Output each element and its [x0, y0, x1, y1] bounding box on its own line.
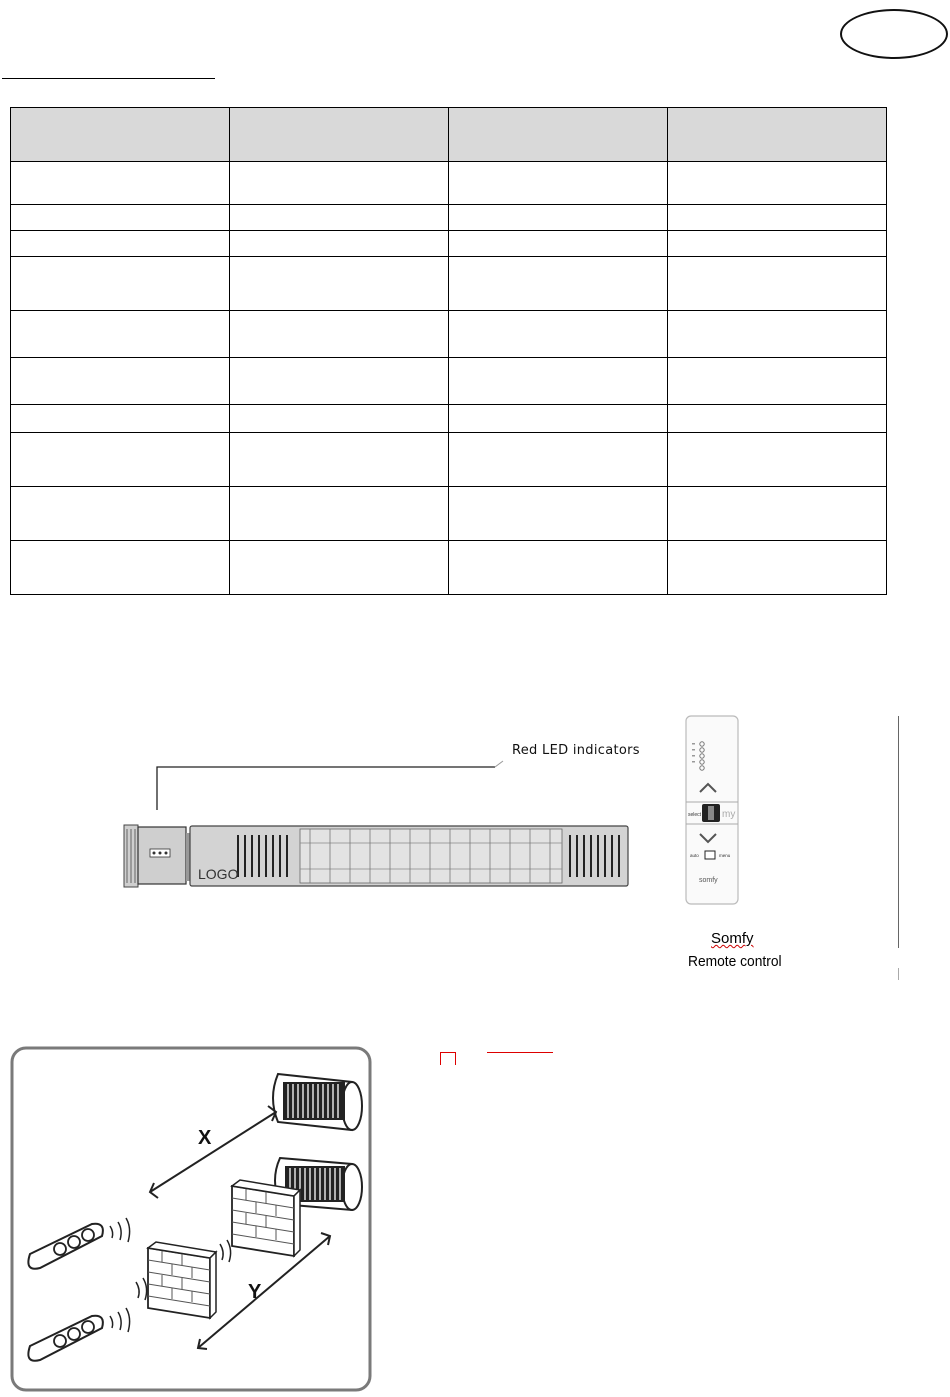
table-cell [449, 162, 668, 205]
table-header-cell [230, 108, 449, 162]
remote-my-label: my [722, 809, 736, 820]
table-cell [668, 257, 887, 311]
table-cell [11, 231, 230, 257]
somfy-remote-illustration [680, 712, 744, 908]
table-cell [230, 541, 449, 595]
red-annotation-line [487, 1052, 553, 1053]
table-cell [230, 162, 449, 205]
table-cell [449, 405, 668, 433]
table-row [11, 205, 887, 231]
table-cell [449, 487, 668, 541]
table-cell [449, 205, 668, 231]
table-cell [449, 541, 668, 595]
led-indicator [165, 852, 168, 855]
brick-wall-back [232, 1180, 300, 1256]
remote-auto-label: auto [690, 853, 699, 858]
led-indicator [153, 852, 156, 855]
table-cell [668, 405, 887, 433]
table-cell [668, 311, 887, 358]
table-cell [11, 162, 230, 205]
table-row [11, 231, 887, 257]
table-cell [11, 257, 230, 311]
table-cell [230, 311, 449, 358]
distance-label-y: Y [248, 1281, 262, 1303]
table-cell [449, 231, 668, 257]
table-row [11, 433, 887, 487]
table-row [11, 257, 887, 311]
page-number-badge [840, 9, 948, 59]
vertical-divider [898, 716, 899, 948]
remote-logo: somfy [699, 877, 718, 884]
table-cell [11, 311, 230, 358]
table-cell [668, 231, 887, 257]
table-cell [449, 311, 668, 358]
table-cell [668, 433, 887, 487]
table-cell [230, 205, 449, 231]
table-cell [668, 487, 887, 541]
heater-unit-top [273, 1074, 362, 1130]
specification-table [10, 107, 887, 595]
vertical-divider-tick [898, 968, 899, 980]
table-row [11, 541, 887, 595]
table-row [11, 405, 887, 433]
table-cell [11, 405, 230, 433]
table-cell [230, 487, 449, 541]
table-cell [668, 358, 887, 405]
table-header-cell [11, 108, 230, 162]
brick-wall-front [148, 1242, 216, 1318]
table-row [11, 358, 887, 405]
red-led-indicators-label: Red LED indicators [512, 743, 640, 758]
remote-range-diagram [10, 1046, 372, 1394]
table-cell [11, 541, 230, 595]
led-indicator [159, 852, 162, 855]
table-cell [668, 541, 887, 595]
table-row [11, 162, 887, 205]
table-cell [449, 257, 668, 311]
table-row [11, 311, 887, 358]
red-annotation-mark [440, 1052, 456, 1065]
remote-control-caption: Remote control [688, 953, 782, 970]
table-cell [449, 433, 668, 487]
table-cell [449, 358, 668, 405]
table-cell [668, 205, 887, 231]
table-cell [230, 358, 449, 405]
distance-label-x: X [198, 1127, 212, 1149]
remote-menu-label: menu [719, 853, 731, 858]
callout-line [157, 767, 495, 810]
section-heading-underline [2, 78, 215, 79]
table-cell [11, 358, 230, 405]
table-cell [230, 405, 449, 433]
heating-element [300, 829, 562, 883]
heater-logo: LOGO [198, 866, 239, 882]
table-cell [668, 162, 887, 205]
table-header-row [11, 108, 887, 162]
table-cell [230, 231, 449, 257]
table-cell [230, 433, 449, 487]
remote-mode-switch [705, 851, 715, 859]
remote-select-label: select [688, 812, 702, 818]
table-row [11, 487, 887, 541]
table-cell [11, 487, 230, 541]
somfy-label: Somfy [711, 930, 754, 947]
table-cell [11, 205, 230, 231]
table-header-cell [449, 108, 668, 162]
table-cell [230, 257, 449, 311]
table-header-cell [668, 108, 887, 162]
table-cell [11, 433, 230, 487]
